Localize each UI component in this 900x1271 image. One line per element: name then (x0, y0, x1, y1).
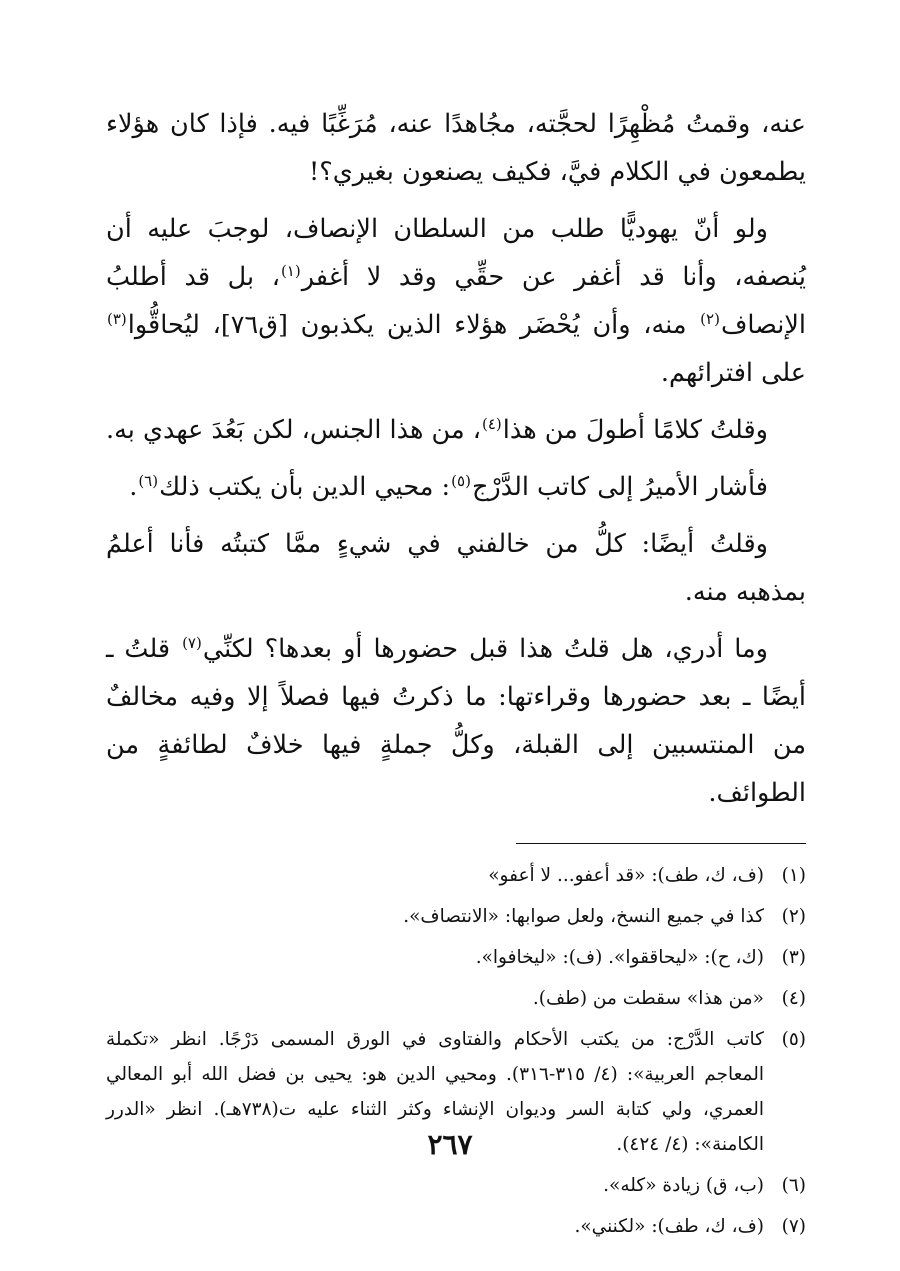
footnote-text: «من هذا» سقطت من (طف). (532, 988, 764, 1009)
footnote (106, 899, 806, 934)
page-content (106, 100, 806, 1250)
footnote (106, 858, 806, 893)
paragraph (106, 463, 806, 511)
page-number: ٢٦٧ (427, 1128, 473, 1161)
footnote-number: (٣) (781, 947, 806, 968)
paragraph-text: ولو أنّ يهوديًّا طلب من السلطان الإنصاف، لوجبَ عليه أن يُنصفه، وأنا قد أغفر عن حقِّي وقد لا أغفر (106, 214, 806, 292)
paragraph-text: فأشار الأميرُ إلى كاتب الدَّرْج (471, 472, 768, 502)
paragraph (106, 205, 806, 397)
paragraph-text: وما أدري، هل قلتُ هذا قبل حضورها أو بعدها؟ لكنِّي (202, 634, 768, 664)
paragraph-text: : محيي الدين بأن يكتب ذلك (159, 472, 451, 502)
paragraph (106, 625, 806, 817)
footnote-number: (١) (781, 865, 806, 886)
footnote-reference[interactable]: (٢) (700, 309, 720, 328)
paragraph (106, 406, 806, 454)
footnote-reference[interactable]: (١) (280, 261, 301, 280)
footnote-number: (٤) (781, 988, 806, 1009)
footnote (106, 1209, 806, 1244)
paragraph-text: على افترائهم. (660, 358, 806, 388)
footnote-reference[interactable]: (٥) (451, 471, 471, 490)
paragraph-text: ، بل قد أطلبُ الإنصاف (106, 262, 806, 340)
footnote-text: كاتب الدَّرْج: من يكتب الأحكام والفتاوى في الورق المسمى دَرْجًا. انظر «تكملة المعاجم العربية»: (٤/ ٣١٥-٣١٦). ومحيي الدين هو: يحيى بن فضل الله أبو المعالي العمري، ولي كتابة السر وديوان الإنشاء وكثر الثناء عليه ت(٧٣٨هـ). انظر «الدرر الكامنة»: (٤/ ٤٢٤). (106, 1029, 764, 1155)
footnote-separator (516, 843, 806, 844)
footnote-reference[interactable]: (٦) (138, 471, 159, 490)
footnote-text: (ك، ح): «ليحاققوا». (ف): «ليخافوا». (475, 947, 764, 968)
paragraph-text: وقلتُ أيضًا: كلُّ من خالفني في شيءٍ ممَّا كتبتُه فأنا أعلمُ بمذهبه منه. (106, 529, 806, 607)
footnote (106, 1168, 806, 1203)
paragraph-text: ، من هذا الجنس، لكن بَعُدَ عهدي به. (106, 415, 481, 445)
footnotes (106, 858, 806, 1244)
footnote (106, 940, 806, 975)
paragraph (106, 520, 806, 616)
footnote-text: (ف، ك، طف): «قد أعفو... لا أعفو» (488, 865, 764, 886)
footnote-reference[interactable]: (٣) (107, 309, 127, 328)
footnote-number: (٧) (781, 1216, 806, 1237)
footnote-number: (٢) (781, 906, 806, 927)
footnote-number: (٥) (781, 1029, 806, 1050)
paragraph-text: عنه، وقمتُ مُظْهِرًا لحجَّته، مجُاهدًا عنه، مُرَغِّبًا فيه. فإذا كان هؤلاء يطمعون في الكلام فيَّ، فكيف يصنعون بغيري؟! (106, 109, 806, 187)
paragraph-text: قلتُ ـ أيضًا ـ بعد حضورها وقراءتها: ما ذكرتُ فيها فصلاً إلا وفيه مخالفٌ من المنتسبين إلى القبلة، وكلُّ جملةٍ فيها خلافٌ لطائفةٍ من الطوائف. (106, 634, 806, 808)
footnote-reference[interactable]: (٧) (182, 633, 202, 652)
footnote-number: (٦) (781, 1175, 806, 1196)
paragraph-text: منه، وأن يُحْضَر هؤلاء الذين يكذبون [ق٧٦]، ليُحاقُّوا (127, 310, 700, 340)
footnote-text: كذا في جميع النسخ، ولعل صوابها: «الانتصاف». (403, 906, 764, 927)
footnote-text: (ب، ق) زيادة «كله». (603, 1175, 764, 1196)
main-text (106, 100, 806, 817)
footnote-reference[interactable]: (٤) (481, 414, 502, 433)
paragraph (106, 100, 806, 196)
paragraph-text: . (129, 472, 138, 502)
footnote-text: (ف، ك، طف): «لكنني». (574, 1216, 764, 1237)
footnote (106, 981, 806, 1016)
paragraph-text: وقلتُ كلامًا أطولَ من هذا (502, 415, 768, 445)
